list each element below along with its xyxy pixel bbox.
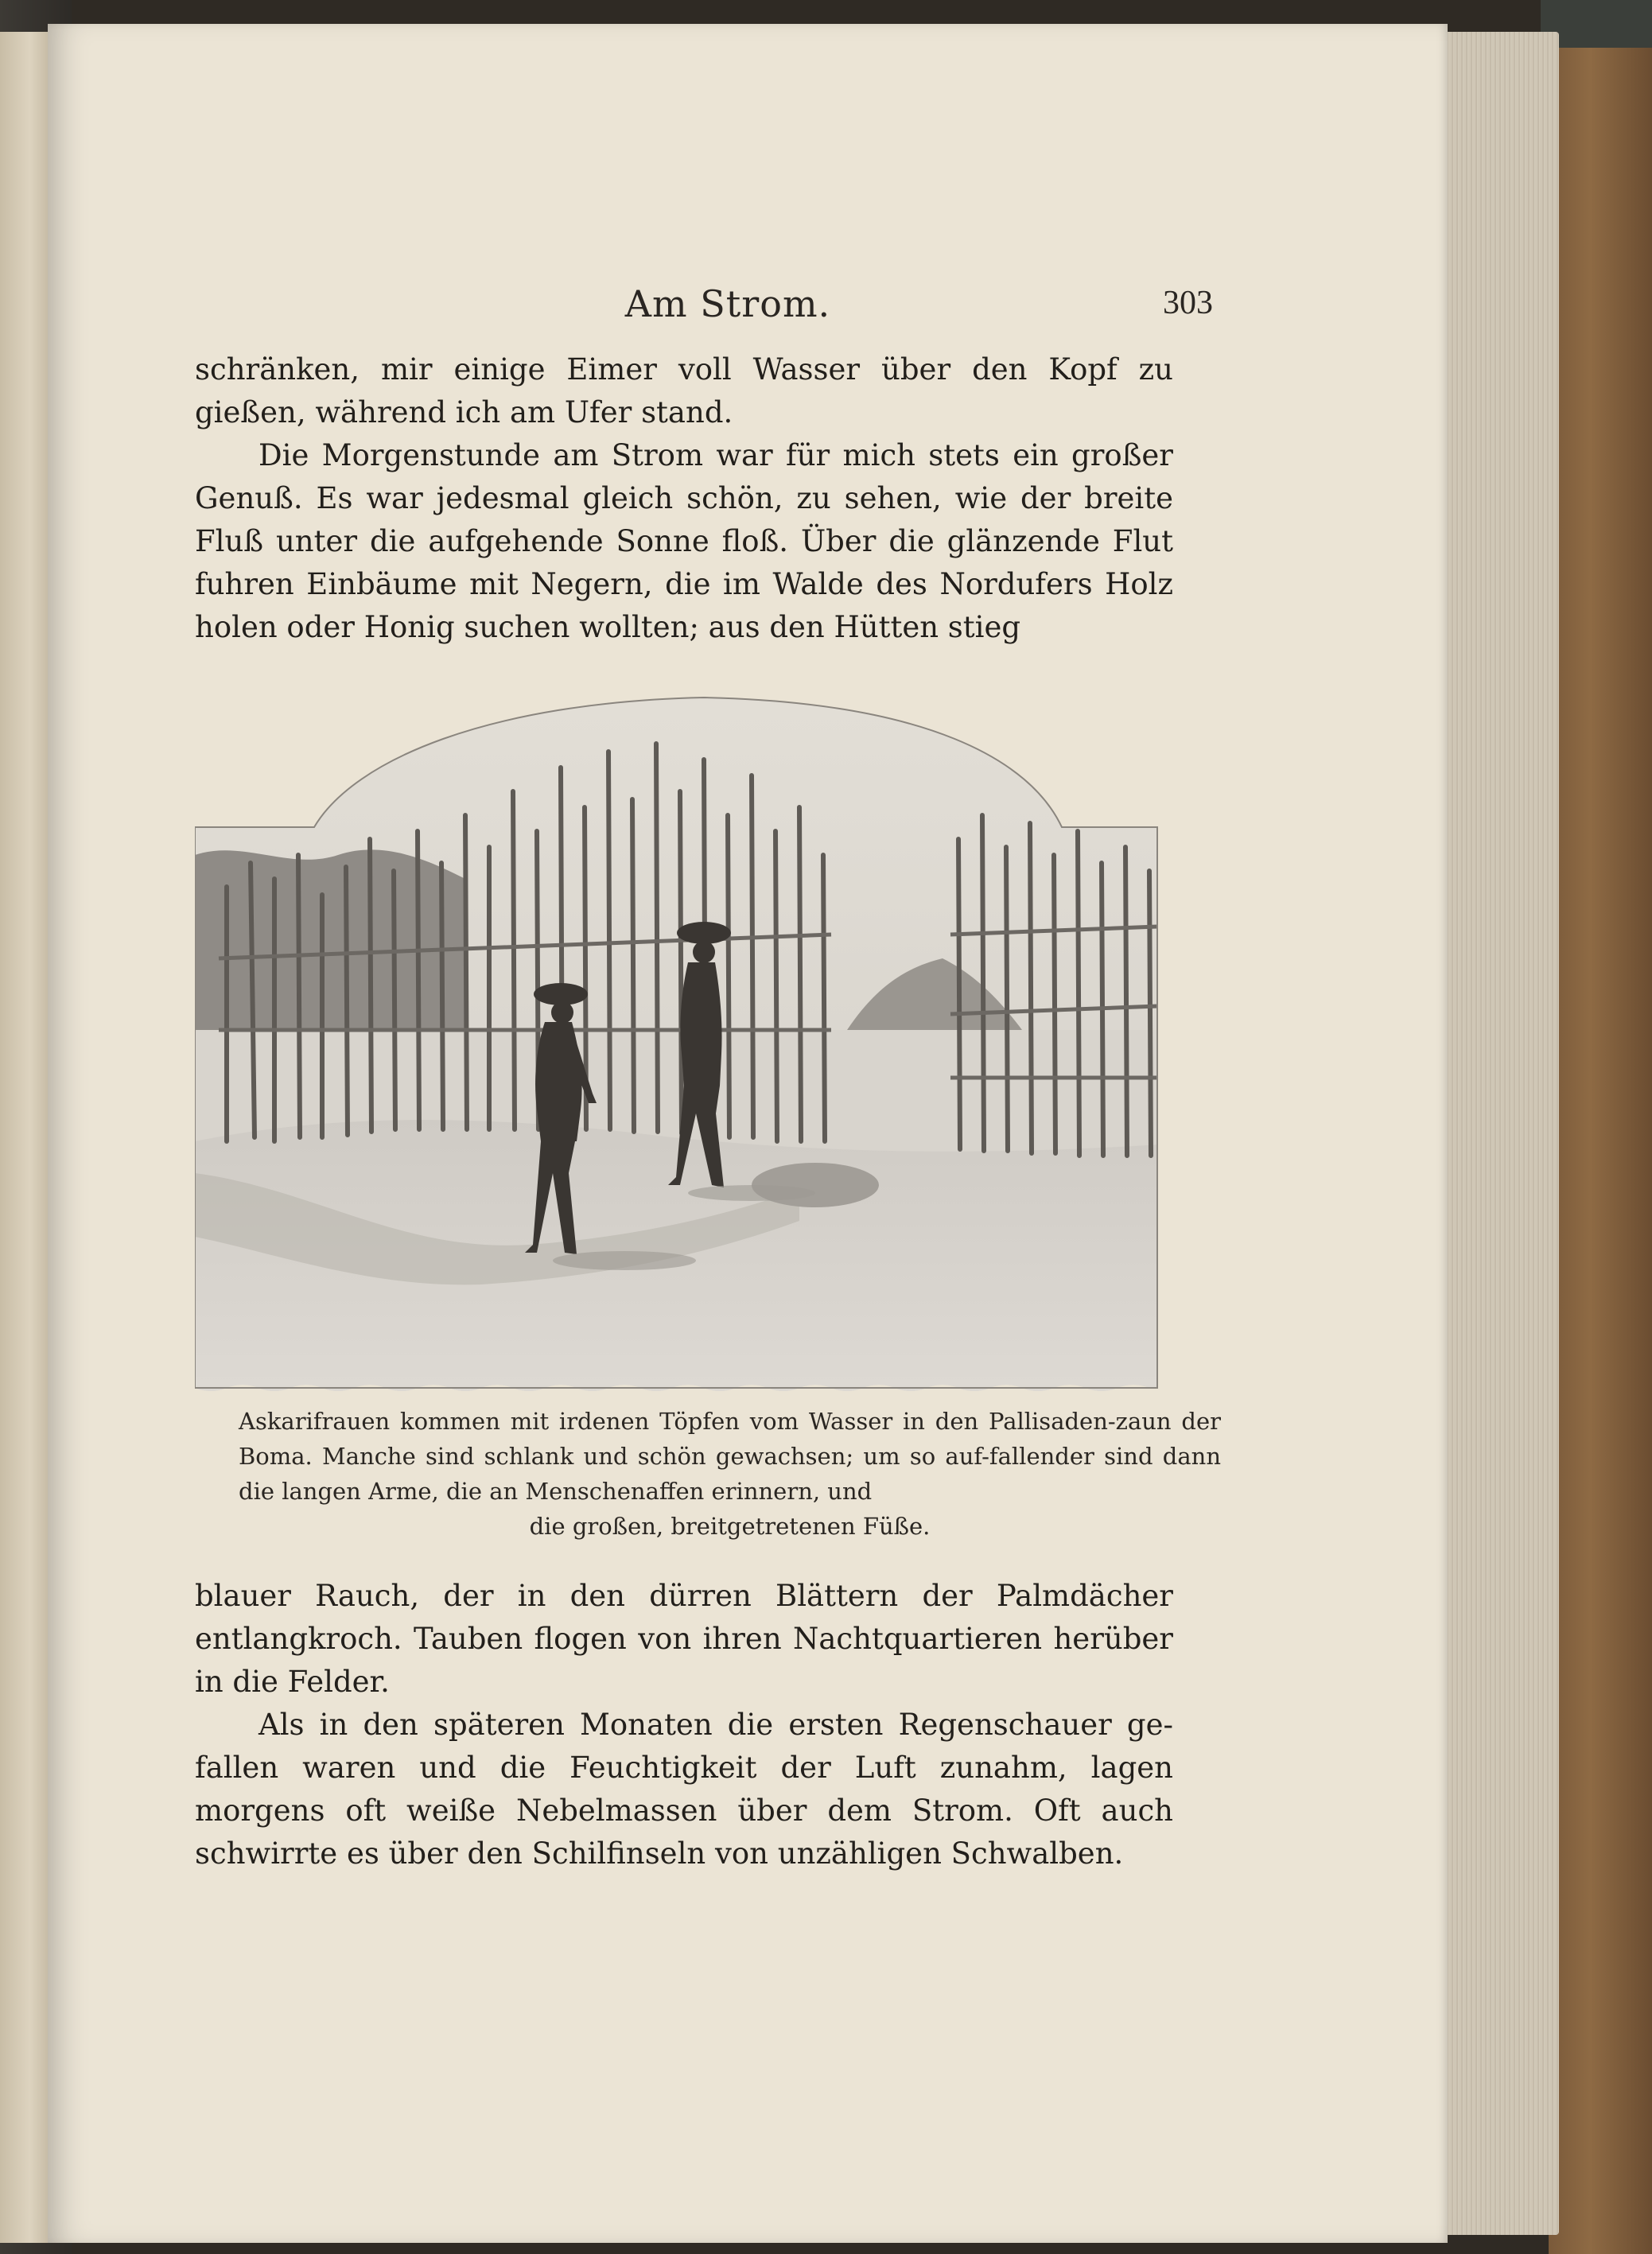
running-title: Am Strom. <box>624 282 831 325</box>
palisade-photo <box>195 696 1205 1404</box>
book-page <box>48 24 1448 2243</box>
text-block-bottom <box>195 1575 1173 1875</box>
book-cover-edge <box>1549 0 1652 2254</box>
running-head <box>243 282 1213 330</box>
paragraph-rain: Als in den späteren Monaten die ersten Regenschauer ge-fallen waren und die Feuchtigkeit der Luft zunahm, lagen morgens oft weiße Nebelmassen über dem Strom. Oft auch schwirrte es über den Schilfinseln von unzähligen Schwalben. <box>195 1708 1173 1871</box>
page-number: 303 <box>1163 285 1213 321</box>
photograph-figure <box>195 696 1205 1404</box>
text-block-top <box>195 348 1173 649</box>
page-block-edge <box>1440 32 1559 2235</box>
paragraph-morning: Die Morgenstunde am Strom war für mich stets ein großer Genuß. Es war jedesmal gleich schön, zu sehen, wie der breite Fluß unter die aufgehende Sonne floß. Über die glänzende Flut fuhren Einbäume mit Negern, die im Walde des Nordufers Holz holen oder Honig suchen wollten; aus den Hütten stieg <box>195 438 1173 644</box>
figure-caption <box>239 1404 1221 1544</box>
paragraph-continued: schränken, mir einige Eimer voll Wasser über den Kopf zu gießen, während ich am Ufer stand. <box>195 352 1173 429</box>
paragraph-smoke: blauer Rauch, der in den dürren Blättern der Palmdächer entlangkroch. Tauben flogen von ihren Nachtquartieren herüber in die Felder. <box>195 1579 1173 1699</box>
caption-last-line: die großen, breitgetretenen Füße. <box>529 1513 931 1540</box>
caption-main: Askarifrauen kommen mit irdenen Töpfen vom Wasser in den Pallisaden-zaun der Boma. Manche sind schlank und schön gewachsen; um so auf-fallender sind dann die langen Arme, die an Menschenaffen erinnern, und <box>239 1408 1221 1505</box>
